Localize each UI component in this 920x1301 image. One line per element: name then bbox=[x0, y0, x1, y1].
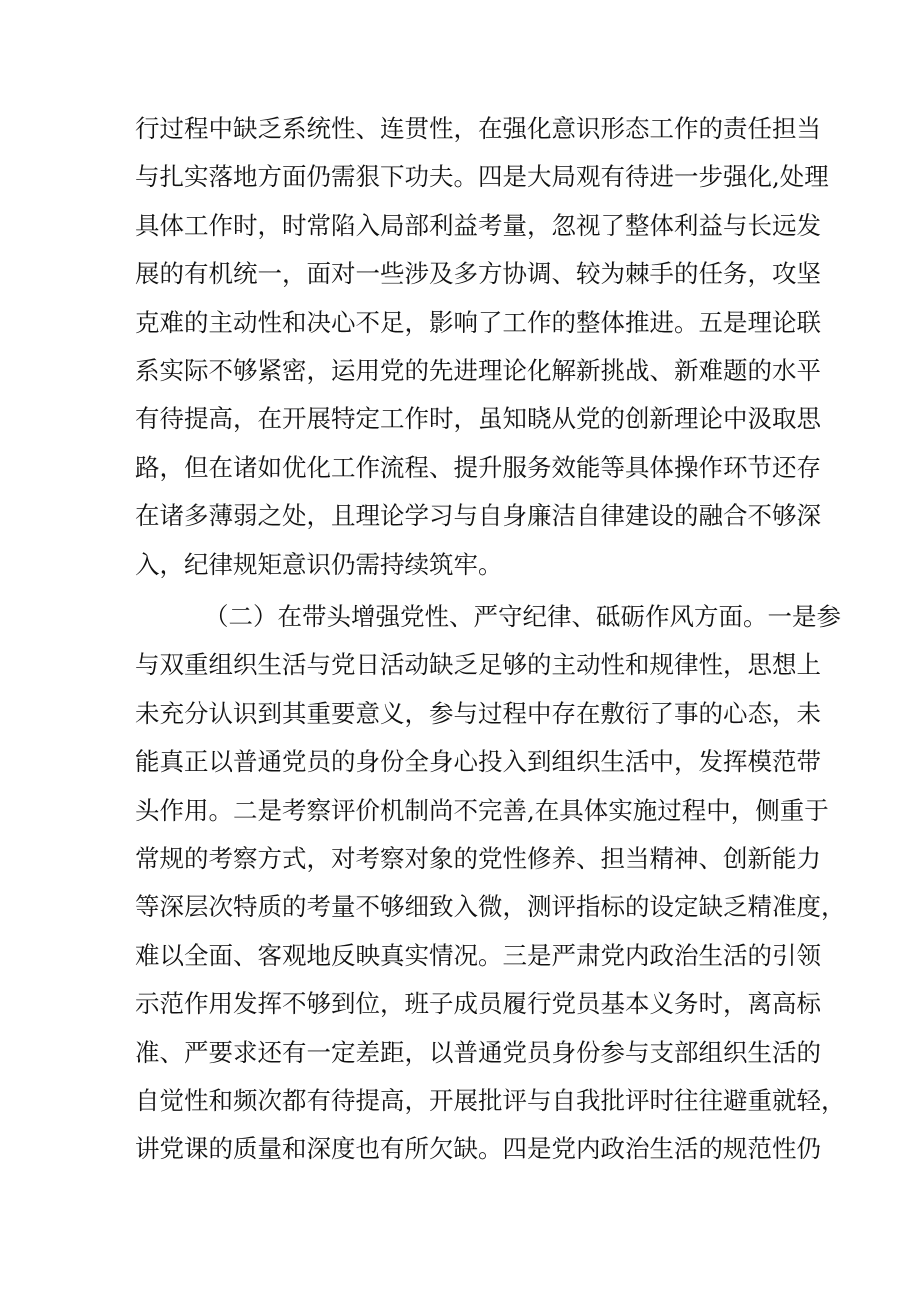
paragraph-line: 有待提高，在开展特定工作时，虽知晓从党的创新理论中汲取思 bbox=[135, 404, 821, 434]
paragraph-line: 难以全面、客观地反映真实情况。三是严肃党内政治生活的引领 bbox=[135, 940, 821, 970]
section-heading-line: （二）在带头增强党性、严守纪律、砥砺作风方面。一是参 bbox=[204, 602, 841, 631]
paragraph-line: 自觉性和频次都有待提高，开展批评与自我批评时往往避重就轻， bbox=[135, 1085, 846, 1115]
paragraph-line: 头作用。二是考察评价机制尚不完善,在具体实施过程中，侧重于 bbox=[135, 795, 829, 825]
paragraph-line: 讲党课的质量和深度也有所欠缺。四是党内政治生活的规范性仍 bbox=[135, 1134, 821, 1164]
paragraph-2 bbox=[135, 593, 846, 1174]
paragraph-line: 路，但在诸如优化工作流程、提升服务效能等具体操作环节还存 bbox=[135, 452, 821, 482]
paragraph-line: 示范作用发挥不够到位，班子成员履行党员基本义务时，离高标 bbox=[135, 989, 821, 1019]
paragraph-line: 准、严要求还有一定差距，以普通党员身份参与支部组织生活的 bbox=[135, 1037, 821, 1067]
paragraph-line: 具体工作时，时常陷入局部利益考量，忽视了整体利益与长远发 bbox=[135, 210, 821, 240]
paragraph-line: 与双重组织生活与党日活动缺乏足够的主动性和规律性，思想上 bbox=[135, 650, 821, 680]
paragraph-1 bbox=[135, 105, 829, 589]
paragraph-line: 常规的考察方式，对考察对象的党性修养、担当精神、创新能力 bbox=[135, 843, 821, 873]
paragraph-line: 能真正以普通党员的身份全身心投入到组织生活中，发挥模范带 bbox=[135, 747, 821, 777]
paragraph-line: 在诸多薄弱之处，且理论学习与自身廉洁自律建设的融合不够深 bbox=[135, 501, 821, 531]
paragraph-line: 入，纪律规矩意识仍需持续筑牢。 bbox=[135, 549, 503, 579]
paragraph-line: 未充分认识到其重要意义，参与过程中存在敷衍了事的心态，未 bbox=[135, 698, 821, 728]
paragraph-line: 等深层次特质的考量不够细致入微，测评指标的设定缺乏精准度， bbox=[135, 892, 846, 922]
paragraph-line: 展的有机统一，面对一些涉及多方协调、较为棘手的任务，攻坚 bbox=[135, 259, 821, 289]
paragraph-line: 克难的主动性和决心不足，影响了工作的整体推进。五是理论联 bbox=[135, 307, 821, 337]
paragraph-line: 系实际不够紧密，运用党的先进理论化解新挑战、新难题的水平 bbox=[135, 355, 821, 385]
paragraph-line: 行过程中缺乏系统性、连贯性，在强化意识形态工作的责任担当 bbox=[135, 114, 821, 143]
paragraph-line: 与扎实落地方面仍需狠下功夫。四是大局观有待进一步强化,处理 bbox=[135, 162, 829, 192]
